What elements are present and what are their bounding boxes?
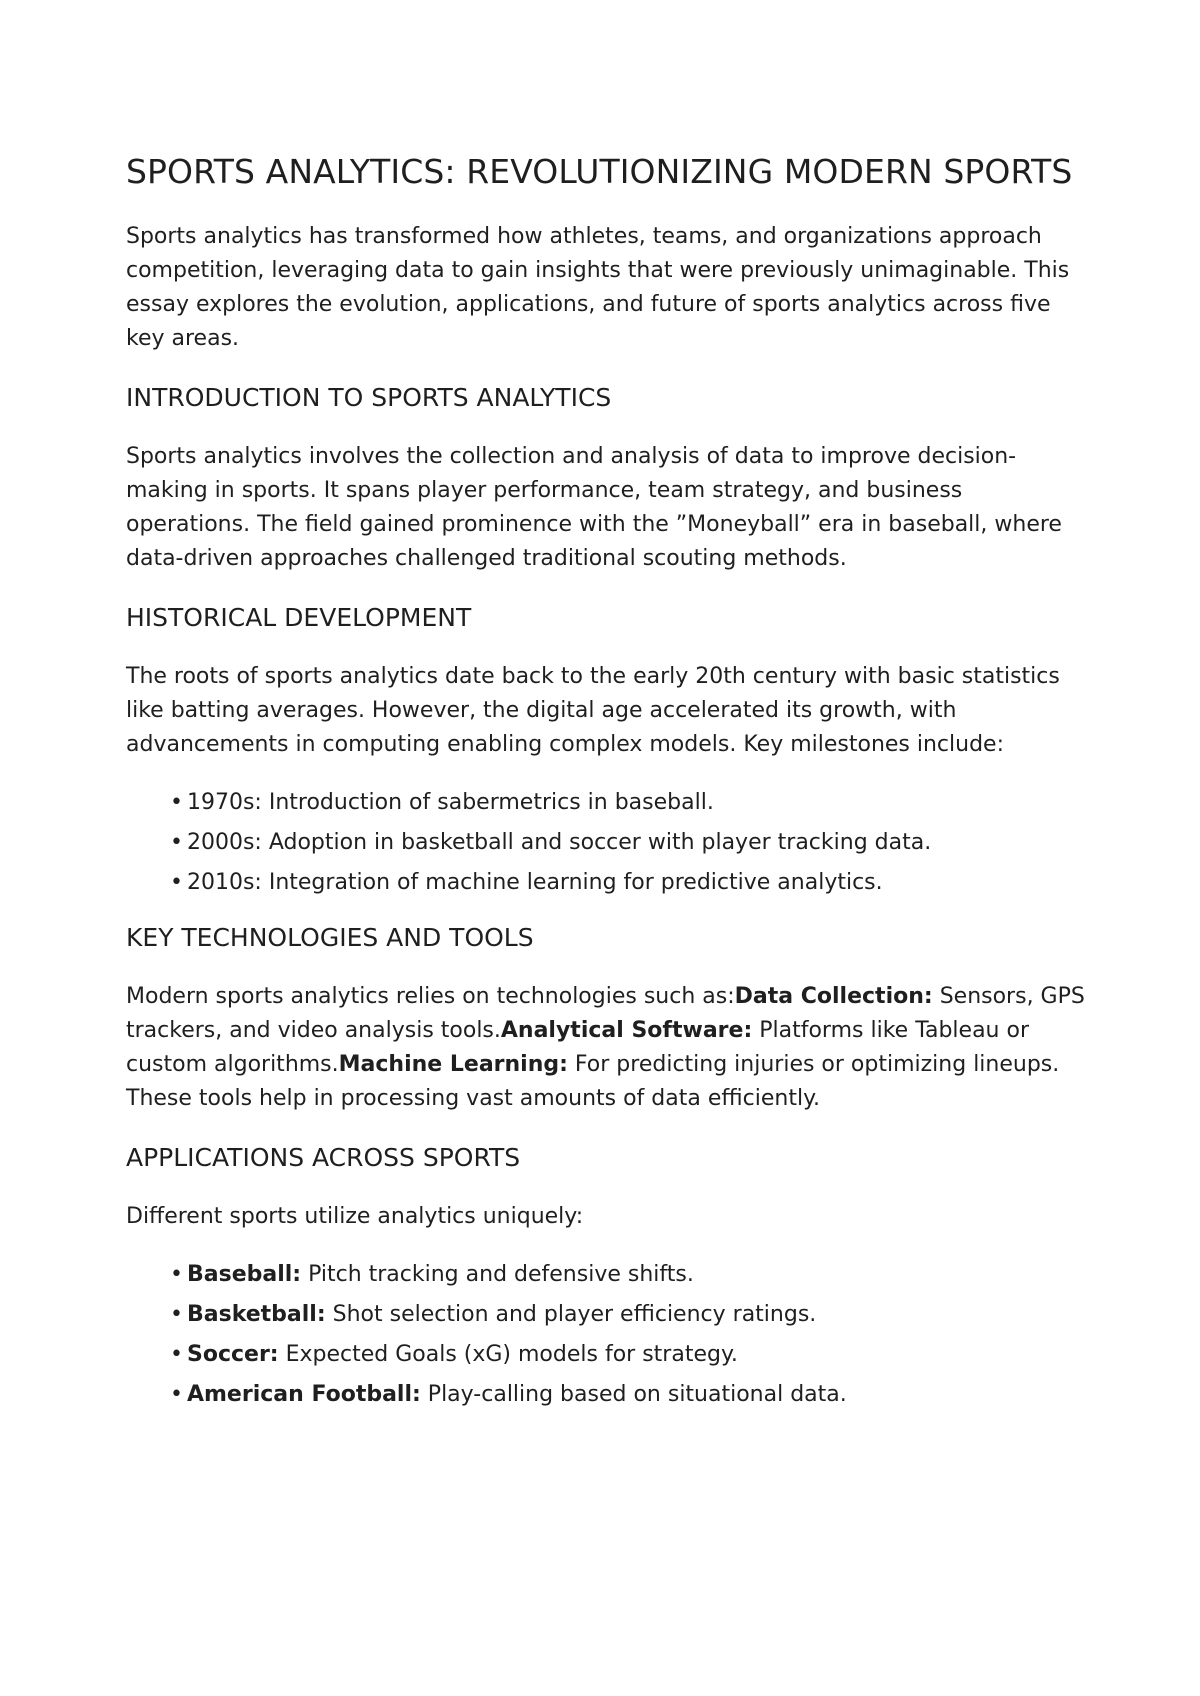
section-body-technologies (126, 980, 1090, 1116)
list-item-text: Expected Goals (xG) models for strategy. (278, 1342, 738, 1367)
document-title: SPORTS ANALYTICS: REVOLUTIONIZING MODERN SPORTS (126, 152, 1073, 191)
list-item (170, 1258, 1090, 1292)
section-heading-applications: APPLICATIONS ACROSS SPORTS (126, 1143, 521, 1172)
tech-label: Analytical Software: (500, 1018, 753, 1043)
list-item-text: 2010s: Integration of machine learning for predictive analytics. (186, 870, 883, 895)
section-heading-historical: HISTORICAL DEVELOPMENT (126, 603, 472, 632)
list-item-text: Shot selection and player efficiency ratings. (325, 1302, 817, 1327)
list-item (170, 866, 1090, 900)
list-item-label: Basketball: (186, 1302, 326, 1327)
section-body-introduction: Sports analytics involves the collection and analysis of data to improve decision-making in sports. It spans player performance, team strategy, and business operations. The field gained prominence with the ”Moneyball” era in baseball, where data-driven approaches challenged traditional scouting methods. (126, 444, 1062, 571)
technologies-outro: These tools help in processing vast amounts of data efficiently. (126, 1086, 820, 1111)
section-heading-introduction: INTRODUCTION TO SPORTS ANALYTICS (126, 383, 612, 412)
tech-text: Platforms like Tableau or custom algorithms. (126, 1018, 1030, 1077)
section-heading-technologies: KEY TECHNOLOGIES AND TOOLS (126, 923, 534, 952)
list-item-label: Soccer: (186, 1342, 279, 1367)
bullet-icon: • (170, 1302, 183, 1327)
list-item-text: 1970s: Introduction of sabermetrics in baseball. (186, 790, 714, 815)
list-item (170, 1378, 1090, 1412)
section-body-applications: Different sports utilize analytics uniquely: (126, 1204, 584, 1229)
bullet-icon: • (170, 830, 183, 855)
bullet-icon: • (170, 1262, 183, 1287)
bullet-icon: • (170, 790, 183, 815)
list-item (170, 786, 1090, 820)
milestones-list (126, 786, 1090, 900)
list-item (170, 826, 1090, 860)
list-item-text: 2000s: Adoption in basketball and soccer with player tracking data. (186, 830, 932, 855)
list-item-label: Baseball: (186, 1262, 302, 1287)
bullet-icon: • (170, 1342, 183, 1367)
bullet-icon: • (170, 870, 183, 895)
list-item-text: Play-calling based on situational data. (420, 1382, 847, 1407)
intro-paragraph: Sports analytics has transformed how athletes, teams, and organizations approach competition, leveraging data to gain insights that were previously unimaginable. This essay explores the evolution, applications, and future of sports analytics across five key areas. (126, 224, 1070, 351)
list-item-text: Pitch tracking and defensive shifts. (301, 1262, 694, 1287)
bullet-icon: • (170, 1382, 183, 1407)
list-item (170, 1298, 1090, 1332)
applications-list (126, 1258, 1090, 1412)
tech-label: Machine Learning: (338, 1052, 568, 1077)
list-item (170, 1338, 1090, 1372)
tech-text: Sensors, GPS trackers, and video analysis tools. (126, 984, 1085, 1043)
section-body-historical: The roots of sports analytics date back to the early 20th century with basic statistics like batting averages. However, the digital age accelerated its growth, with advancements in computing enabling complex models. Key milestones include: (126, 664, 1060, 757)
tech-text: For predicting injuries or optimizing lineups. (567, 1052, 1060, 1077)
list-item-label: American Football: (186, 1382, 421, 1407)
tech-label: Data Collection: (734, 984, 933, 1009)
technologies-intro: Modern sports analytics relies on technologies such as: (126, 984, 735, 1009)
